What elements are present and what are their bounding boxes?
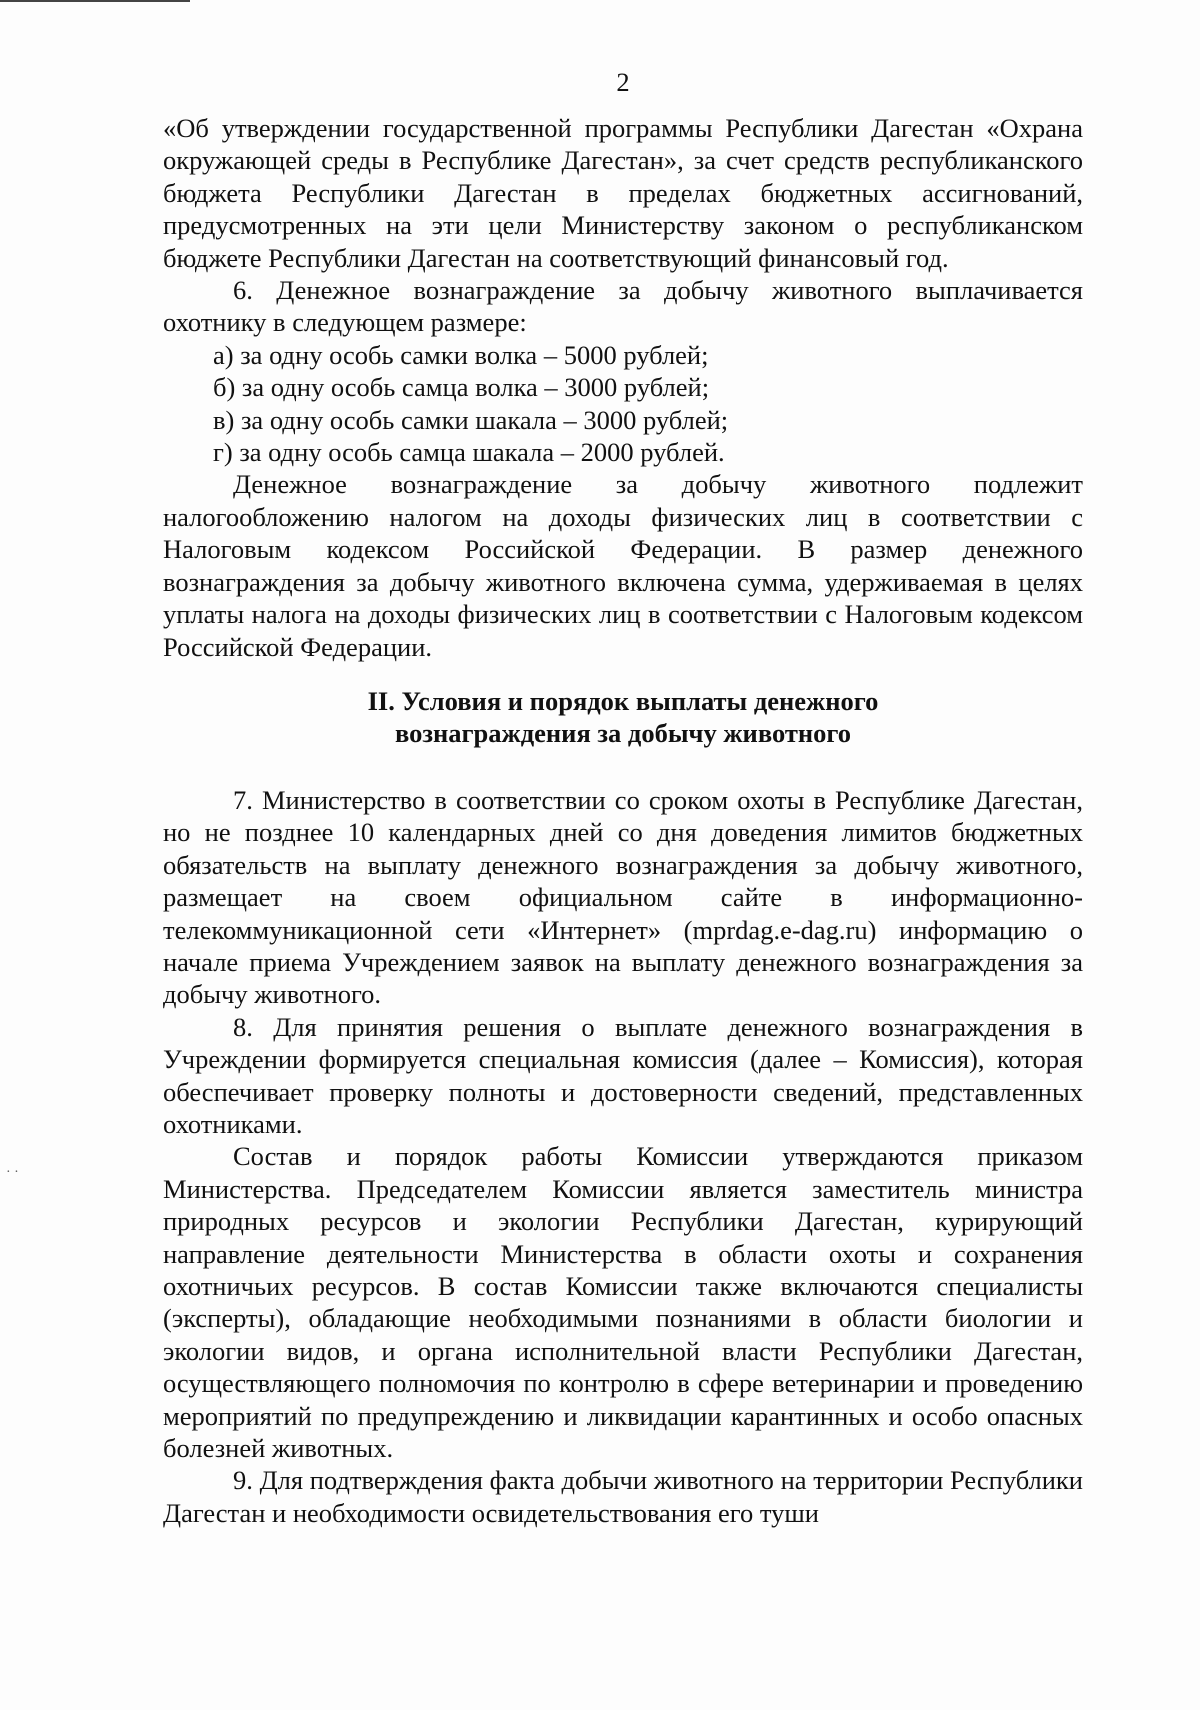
section-heading-line: вознаграждения за добычу животного [394,717,852,748]
list-item: а) за одну особь самки волка – 5000 рублей; [213,339,709,370]
section-heading [163,685,1083,749]
scan-edge-line [0,0,190,2]
paragraph-reward-amount: 6. Денежное вознаграждение за добычу животного выплачивается охотнику в следующем размере: [163,275,1083,338]
document-body [163,62,1083,1529]
list-item: б) за одну особь самца волка – 3000 рублей; [213,372,710,403]
list-item: г) за одну особь самца шакала – 2000 рублей. [213,437,725,468]
paragraph-commission: Состав и порядок работы Комиссии утверждаются приказом Министерства. Председателем Комиссии является заместитель министра природных ресурсов и экологии Республики Дагестан, курирующий направление деятельности Министерства в области охоты и сохранения охотничьих ресурсов. В состав Комиссии также включаются специалисты (эксперты), обладающие необходимыми познаниями в области биологии и экологии видов, и органа исполнительной власти Республики Дагестан, осуществляющего полномочия по контролю в сфере ветеринарии и проведению мероприятий по предупреждению и ликвидации карантинных и особо опасных болезней животных. [163,1141,1083,1464]
list-item: в) за одну особь самки шакала – 3000 рублей; [213,404,729,435]
paragraph-8: 8. Для принятия решения о выплате денежного вознаграждения в Учреждении формируется специальная комиссия (далее – Комиссия), которая обеспечивает проверку полноты и достоверности сведений, представленных охотниками. [163,1011,1083,1139]
paragraph-7: 7. Министерство в соответствии со сроком охоты в Республике Дагестан, но не позднее 10 календарных дней со дня доведения лимитов бюджетных обязательств на выплату денежного вознаграждения за добычу животного, размещает на своем официальном сайте в информационно-телекоммуникационной сети «Интернет» (mprdag.e-dag.ru) информацию о начале приема Учреждением заявок на выплату денежного вознаграждения за добычу животного. [163,784,1083,1010]
page-number: 2 [616,67,630,97]
scan-edge-mark: · · [6,1165,19,1180]
paragraph-9: 9. Для подтверждения факта добычи животного на территории Республики Дагестан и необходимости освидетельствования его туши [163,1465,1083,1528]
paragraph-tax: Денежное вознаграждение за добычу животного подлежит налогообложению налогом на доходы физических лиц в соответствии с Налоговым кодексом Российской Федерации. В размер денежного вознаграждения за добычу животного включена сумма, удерживаемая в целях уплаты налога на доходы физических лиц в соответствии с Налоговым кодексом Российской Федерации. [163,469,1083,662]
section-heading-line: II. Условия и порядок выплаты денежного [367,685,879,716]
paragraph-program-funding: «Об утверждении государственной программы Республики Дагестан «Охрана окружающей среды в Республике Дагестан», за счет средств республиканского бюджета Республики Дагестан в пределах бюджетных ассигнований, предусмотренных на эти цели Министерству законом о республиканском бюджете Республики Дагестан на соответствующий финансовый год. [163,113,1083,273]
reward-list [163,339,1083,469]
